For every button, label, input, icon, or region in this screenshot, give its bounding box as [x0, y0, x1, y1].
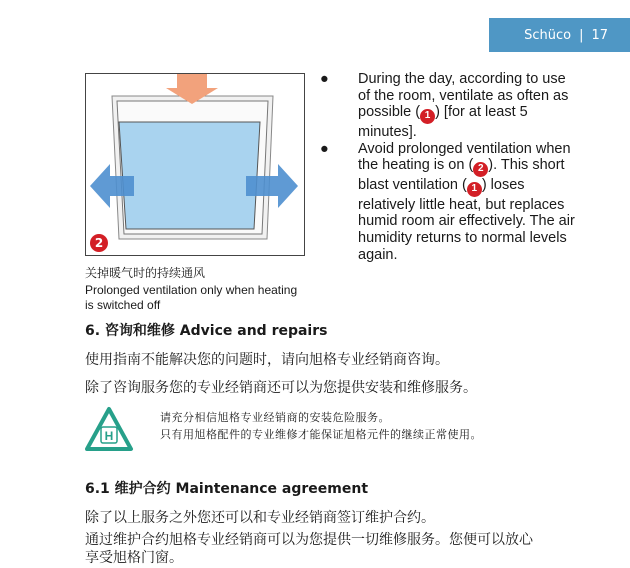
section-6-1-paragraph-2-line-1: 通过维护合约旭格专业经销商可以为您提供一切维修服务。您便可以放心: [85, 532, 533, 548]
window-glass: [119, 122, 260, 229]
warning-note-1: 请充分相信旭格专业经销商的安装危险服务。: [160, 411, 390, 424]
section-6-heading: 6. 咨询和维修 Advice and repairs: [85, 323, 328, 339]
warning-note-2: 只有用旭格配件的专业维修才能保证旭格元件的继续正常使用。: [160, 428, 482, 441]
badge-1: 1: [467, 182, 482, 197]
page-number: 17: [591, 27, 608, 43]
badge-2: 2: [473, 162, 488, 177]
figure-caption-english-line2: is switched off: [85, 298, 161, 312]
top-arrow-shaft: [177, 74, 207, 88]
brand-name: Schüco: [524, 27, 572, 43]
list-item: ● Avoid prolonged ventilation when the heating is on ( 2 ). This short blast ventilation ( 1 ) loses relatively little heat, but replaces humid room air effectively. The air humidity returns to normal levels again.: [320, 140, 575, 263]
section-6-paragraph-2: 除了咨询服务您的专业经销商还可以为您提供安装和维修服务。: [85, 380, 477, 396]
section-6-1-heading: 6.1 维护合约 Maintenance agreement: [85, 481, 369, 497]
bullet-dot: ●: [320, 71, 329, 87]
ventilation-figure: [85, 73, 305, 256]
badge-1: 1: [420, 109, 435, 124]
figure-badge: 2: [90, 234, 108, 252]
figure-caption-chinese: 关掉暖气时的持续通风: [85, 266, 206, 280]
section-6-1-paragraph-1: 除了以上服务之外您还可以和专业经销商签订维护合约。: [85, 510, 435, 526]
section-6-1-paragraph-2-line-2: 享受旭格门窗。: [85, 550, 183, 566]
warning-icon: [84, 406, 134, 452]
list-item: ● During the day, according to use of the room, ventilate as often as possible ( 1 ) [for at least 5 minutes].: [320, 71, 569, 140]
ventilation-tips: [318, 71, 578, 263]
page-header: [489, 18, 630, 52]
warning-letter: H: [104, 429, 114, 443]
bullet-dot: ●: [320, 140, 329, 157]
figure-caption-english-line1: Prolonged ventilation only when heating: [85, 283, 298, 297]
window-illustration: [86, 74, 303, 254]
header-separator: |: [579, 27, 584, 43]
section-6-paragraph-1: 使用指南不能解决您的问题时，请向旭格专业经销商咨询。: [85, 352, 449, 368]
